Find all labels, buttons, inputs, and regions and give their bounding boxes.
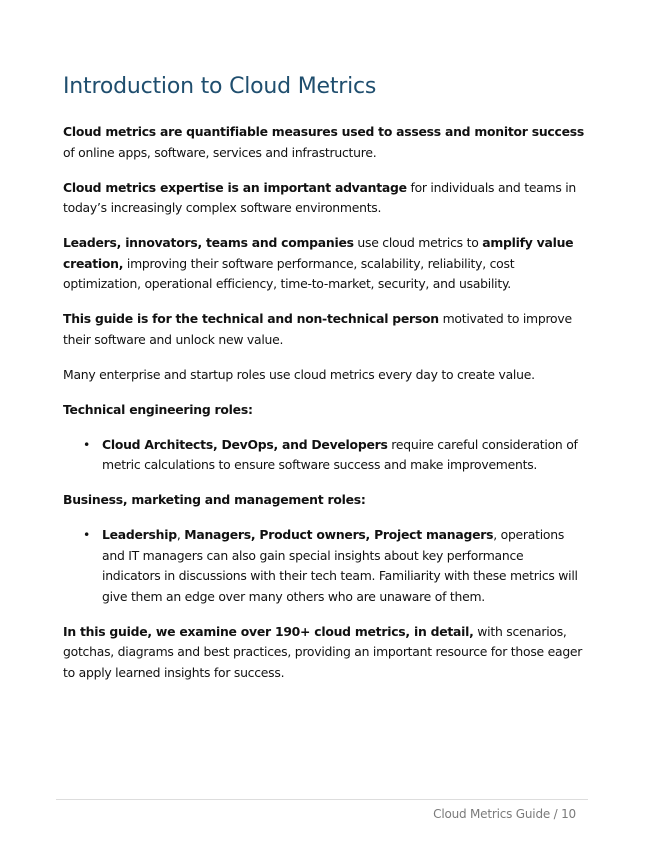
heading-technical-roles: Technical engineering roles:	[63, 401, 253, 417]
heading-business-roles: Business, marketing and management roles:	[63, 492, 366, 507]
paragraph-text: improving their software performance, scalability, reliability, cost optimization, operational efficiency, time-to-market, security, and usability.	[63, 255, 515, 291]
bold-text: Cloud Architects, DevOps, and Developers	[102, 436, 388, 452]
paragraph-definition	[63, 122, 585, 163]
paragraph-guide-scope	[63, 622, 585, 684]
list-item-text: , operations and IT managers can also gain special insights about key performance indicators in discussions with their tech team. Familiarity with these metrics will give them an edge over many others who are unaware of them.	[102, 527, 578, 604]
body-content	[63, 122, 585, 698]
bold-text: Leadership	[102, 527, 177, 542]
list-item-text: ,	[176, 527, 185, 542]
bold-text: amplify value creation,	[63, 235, 574, 271]
paragraph-audience	[63, 309, 585, 350]
paragraph-text: with scenarios, gotchas, diagrams and best practices, providing an important resource for those eager to apply learned insights for success.	[63, 623, 583, 680]
bold-text: Leaders, innovators, teams and companies	[63, 235, 354, 250]
page-title: Introduction to Cloud Metrics	[63, 74, 377, 99]
list-technical-roles	[63, 435, 585, 476]
paragraph-text: for individuals and teams in today’s increasingly complex software environments.	[63, 179, 577, 215]
bold-text: This guide is for the technical and non-technical person	[63, 311, 439, 326]
bold-text: Cloud metrics expertise is an important advantage	[63, 179, 407, 195]
list-business-roles	[63, 525, 585, 607]
paragraph-text: of online apps, software, services and infrastructure.	[63, 144, 377, 160]
list-item	[63, 525, 585, 607]
footer-divider	[56, 799, 588, 800]
paragraph-text: motivated to improve their software and unlock new value.	[63, 311, 572, 347]
paragraph-expertise	[63, 178, 585, 219]
paragraph-text: use cloud metrics to	[353, 235, 483, 250]
paragraph-roles-intro: Many enterprise and startup roles use cloud metrics every day to create value.	[63, 366, 535, 382]
paragraph-leaders	[63, 233, 585, 295]
bullet-icon: •	[83, 527, 91, 542]
bold-text: In this guide, we examine over 190+ cloud metrics, in detail,	[63, 623, 474, 639]
bold-text: Managers, Product owners, Project managers	[184, 527, 494, 542]
list-item-text: require careful consideration of metric calculations to ensure software success and make improvements.	[102, 436, 578, 472]
bold-text: Cloud metrics are quantifiable measures used to assess and monitor success	[63, 124, 584, 139]
footer-page-label: Cloud Metrics Guide / 10	[433, 807, 576, 821]
bullet-icon: •	[83, 436, 91, 452]
list-item	[63, 435, 585, 476]
